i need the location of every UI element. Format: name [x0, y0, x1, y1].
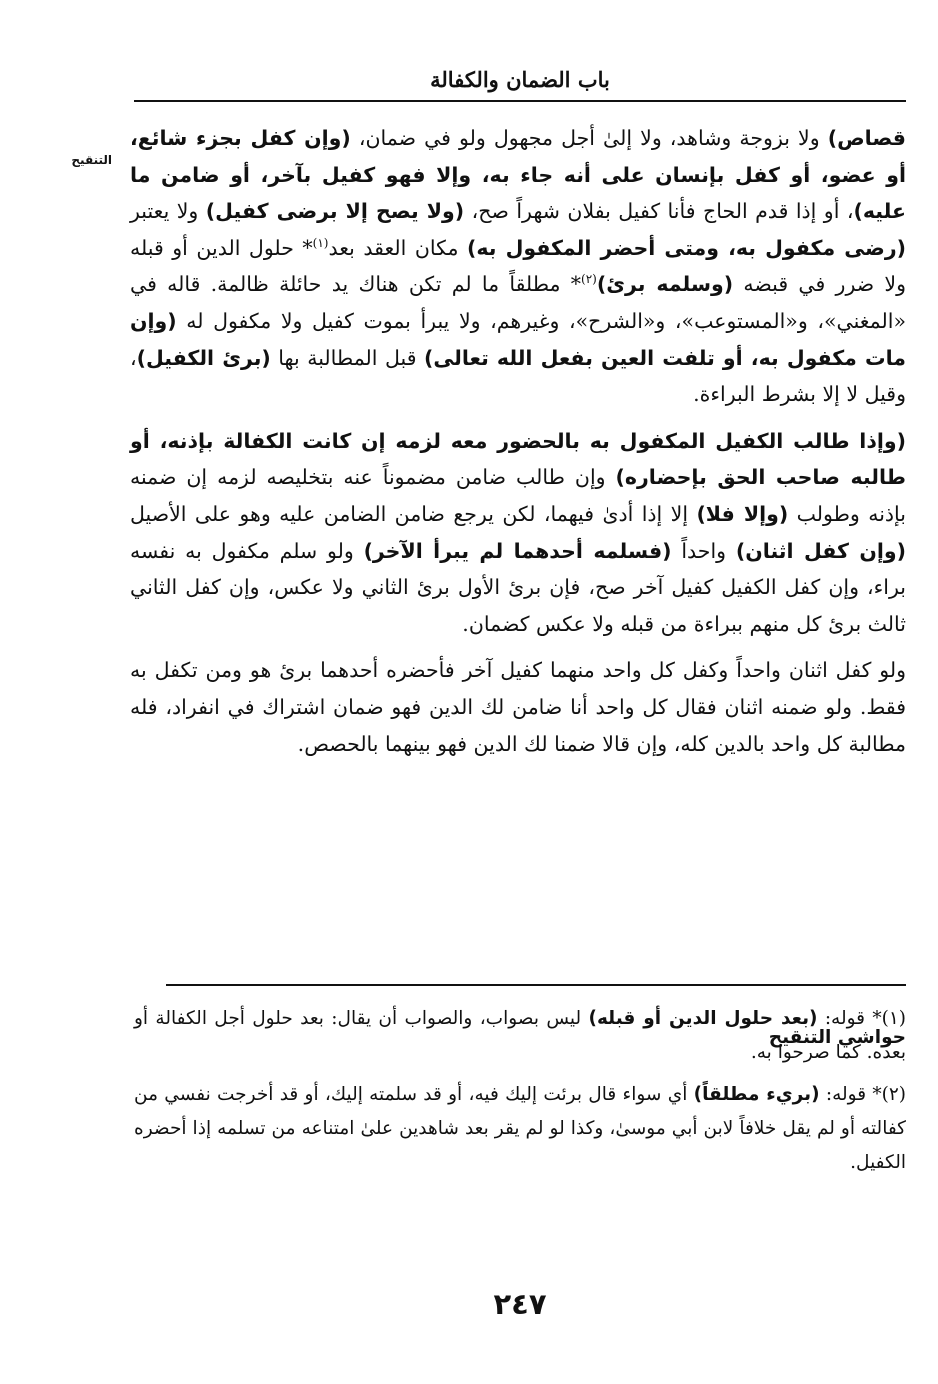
commentary-text: ، أو إذا قدم الحاج فأنا كفيل بفلان شهراً صح،	[464, 199, 854, 224]
commentary-text: (٢)* قوله:	[819, 1084, 907, 1105]
commentary-text: إلا إذا أدىٰ فيهما، لكن يرجع ضامن الضامن عليه وهو على الأصيل	[130, 501, 697, 526]
main-paragraph-1	[130, 120, 906, 413]
bold-matn-text: (وإذا طالب الكفيل المكفول به بالحضور معه لزمه إن كانت الكفالة بإذنه، أو طالبه صاحب الحق بإحضاره)	[130, 428, 906, 490]
commentary-text: أي سواء قال برئت إليك فيه، أو قد سلمته إليك، أو قد أخرجت نفسي من كفالته أو لم يقل خلافاً لابن أبي موسىٰ، وكذا لو لم يقر بعد شاهدين علىٰ امتناعه من تسلمه إذا أحضره الكفيل.	[134, 1084, 906, 1173]
commentary-text: (١)* قوله:	[817, 1008, 906, 1029]
bold-matn-text: قصاص)	[827, 126, 906, 150]
footnote-2	[134, 1078, 906, 1180]
commentary-text: ولا يعتبر	[130, 199, 206, 224]
bold-matn-text: (ولا يصح إلا برضى كفيل)	[205, 199, 465, 224]
main-text	[130, 120, 906, 762]
commentary-text: ولو سلم مكفول به نفسه براء، وإن كفل الكفيل كفيل آخر صح، فإن برئ الأول برئ الثاني ولا عكس، وإن كفل الثاني ثالث برئ كل منهم ببراءة من قبله ولا عكس كضمان.	[130, 538, 906, 636]
commentary-text: واحداً	[671, 538, 736, 563]
commentary-text: ليس بصواب، والصواب أن يقال: بعد حلول أجل الكفالة أو بعده. كما صرحوا به.	[134, 1008, 906, 1063]
commentary-text: قبل المطالبة بها	[270, 345, 425, 370]
commentary-text: وإن طالب ضامن مضموناً عنه بتخليصه لزمه إن ضمنه بإذنه وطولب	[130, 465, 906, 526]
bold-matn-text: (وإن مات مكفول به، أو تلفت العين بفعل الله تعالى)	[130, 308, 906, 370]
commentary-text: ولو كفل اثنان واحداً وكفل كل واحد منهما كفيل آخر فأحضره أحدهما برئ هو ومن تكفل به فقط. ولو ضمنه اثنان فقال كل واحد أنا ضامن لك الدين فهو ضمان اشتراك في انفراد، فله مطالبة كل واحد بالدين كله، وإن قالا ضمنا لك الدين فهو بينهما بالحصص.	[130, 658, 906, 756]
commentary-text: ولا بزوجة وشاهد، ولا إلىٰ أجل مجهول ولو في ضمان،	[350, 126, 828, 150]
bold-matn-text: (وسلمه برئ)	[596, 272, 734, 297]
bold-matn-text: (رضى مكفول به، ومتى أحضر المكفول به)	[466, 235, 906, 260]
bold-matn-text: (بعد حلول الدين أو قبله)	[588, 1008, 818, 1029]
footnote-marker: (٢)	[581, 272, 597, 287]
footnote-1	[134, 1002, 906, 1070]
commentary-text: * مطلقاً ما لم تكن هناك يد حائلة ظالمة. قاله في «المغني»، و«المستوعب»، و«الشرح»، وغيرهم، ولا يبرأ بموت كفيل ولا مكفول له	[130, 272, 906, 333]
bold-matn-text: (وإن كفل بجزء شائع، أو عضو، أو كفل بإنسان على أنه جاء به، وإلا فهو كفيل بآخر، أو ضامن ما عليه)	[130, 126, 907, 224]
commentary-text: مكان العقد بعد	[328, 235, 467, 260]
bold-matn-text: (فسلمه أحدهما لم يبرأ الآخر)	[363, 538, 672, 563]
side-label-hawashi: حواشي التنقيح	[768, 1027, 906, 1048]
main-paragraph-3	[130, 652, 906, 762]
side-label-tanqih: التنقيح	[71, 153, 112, 167]
commentary-text: ، وقيل لا إلا بشرط البراءة.	[130, 345, 906, 407]
footnote-marker: (١)	[312, 235, 329, 250]
commentary-text: * حلول الدين أو قبله ولا ضرر في قبضه	[130, 235, 906, 297]
bold-matn-text: (وإلا فلا)	[696, 501, 789, 526]
page-number: ٢٤٧	[493, 1287, 547, 1321]
main-paragraph-2	[130, 423, 906, 643]
chapter-title: باب الضمان والكفالة	[430, 67, 610, 92]
bold-matn-text: (برئ الكفيل)	[136, 345, 271, 370]
bold-matn-text: (وإن كفل اثنان)	[735, 538, 906, 563]
bold-matn-text: (بريء مطلقاً)	[693, 1084, 820, 1105]
footnotes	[134, 1002, 906, 1188]
running-header	[134, 64, 906, 102]
footnote-separator	[166, 984, 906, 986]
